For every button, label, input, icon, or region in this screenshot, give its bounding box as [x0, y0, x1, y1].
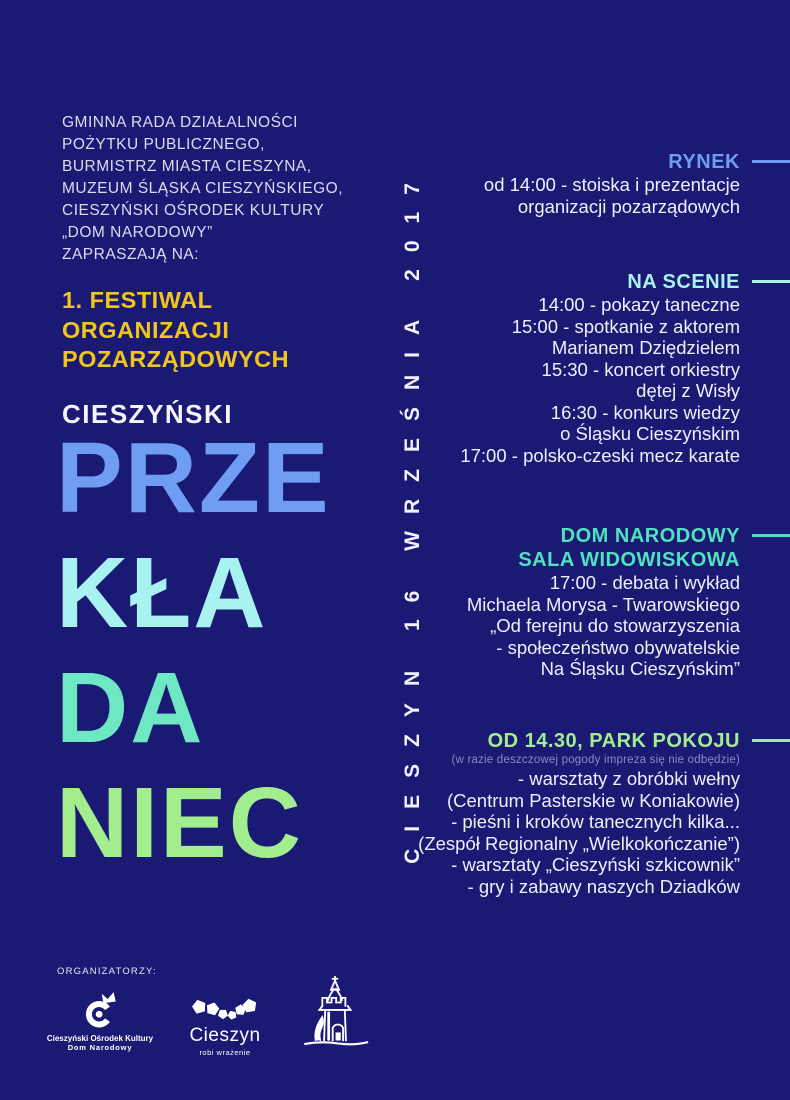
schedule-line: - społeczeństwo obywatelskie	[496, 636, 740, 658]
schedule-line: Michaela Morysa - Twarowskiego	[466, 593, 740, 615]
schedule-line: - warsztaty z obróbki wełny	[517, 768, 740, 789]
organizers-line: ZAPRASZAJĄ NA:	[62, 246, 200, 263]
big-word-line-da: DA	[56, 652, 205, 764]
section-rynek	[484, 150, 740, 217]
section-heading	[460, 270, 740, 294]
vertical-date: CIESZYN 16 WRZEŚNIA 2017	[401, 166, 424, 864]
heading-dash-line	[752, 160, 790, 163]
rain-note: (w razie deszczowej pogody impreza się nie odbędzie)	[451, 754, 740, 766]
cok-logo	[40, 990, 160, 1052]
schedule-line: - pieśni i kroków tanecznych kilka...	[451, 811, 740, 832]
section-heading-text: RYNEK	[668, 151, 740, 173]
cieszyn-logo	[180, 998, 270, 1057]
schedule-line: Marianem Dziędzielem	[551, 337, 740, 358]
schedule-line: 17:00 - debata i wykład	[549, 572, 740, 593]
cok-logo-subname: Dom Narodowy	[67, 1043, 133, 1052]
cieszyn-logo-name: Cieszyn	[189, 1025, 261, 1046]
cieszyn-pentagons-icon	[192, 998, 258, 1024]
schedule-line: 15:00 - spotkanie z aktorem	[511, 315, 740, 337]
heading-dash-line	[752, 534, 790, 537]
big-word-line-niec: NIEC	[56, 767, 303, 879]
organizers-line: BURMISTRZ MIASTA CIESZYNA,	[62, 158, 312, 175]
section-subheading: SALA WIDOWISKOWA	[518, 549, 740, 571]
section-na-scenie	[460, 270, 740, 466]
schedule-line: 15:30 - koncert orkiestry	[541, 358, 740, 380]
organizers-line: GMINNA RADA DZIAŁALNOŚCI	[62, 114, 298, 131]
section-heading	[418, 729, 740, 753]
poster-subtitle: CIESZYŃSKI	[62, 399, 234, 429]
organizers-invitation	[62, 112, 343, 266]
schedule-line: o Śląsku Cieszyńskim	[560, 423, 740, 444]
big-word-line-kla: KŁA	[56, 537, 268, 649]
schedule-line: 17:00 - polsko-czeski mecz karate	[460, 444, 740, 466]
cok-logo-icon	[83, 990, 117, 1030]
section-heading-text: OD 14.30, PARK POKOJU	[487, 730, 740, 752]
festival-title-line: POZARZĄDOWYCH	[62, 346, 290, 372]
heading-dash-line	[752, 739, 790, 742]
cok-logo-name: Cieszyński Ośrodek Kultury	[46, 1034, 154, 1043]
schedule-line: (Zespół Regionalny „Wielkokończanie”)	[418, 832, 740, 854]
section-dom-narodowy	[467, 524, 740, 680]
section-heading-text: DOM NARODOWY	[560, 525, 740, 547]
festival-title-line: ORGANIZACJI	[62, 316, 230, 343]
schedule-line: 14:00 - pokazy taneczne	[538, 294, 740, 315]
section-heading	[467, 524, 740, 548]
big-word-line-prze: PRZE	[56, 422, 331, 534]
schedule-line: od 14:00 - stoiska i prezentacje	[483, 174, 740, 195]
festival-title	[62, 286, 289, 375]
schedule-line: 16:30 - konkurs wiedzy	[550, 401, 740, 423]
section-heading	[484, 150, 740, 174]
schedule-line: Na Śląsku Cieszyńskim”	[540, 658, 740, 679]
section-heading-text: NA SCENIE	[627, 271, 740, 293]
schedule-line: (Centrum Pasterskie w Koniakowie)	[446, 789, 740, 811]
heading-dash-line	[752, 280, 790, 283]
section-park-pokoju	[418, 729, 740, 897]
organizers-line: CIESZYŃSKI OŚRODEK KULTURY	[62, 202, 325, 219]
piast-tower-icon	[300, 976, 370, 1052]
organizers-label: ORGANIZATORZY:	[57, 966, 157, 977]
schedule-line: dętej z Wisły	[636, 380, 740, 401]
schedule-line: organizacji pozarządowych	[517, 195, 740, 217]
organizers-line: „DOM NARODOWY”	[62, 224, 213, 241]
organizers-line: MUZEUM ŚLĄSKA CIESZYŃSKIEGO,	[62, 180, 344, 197]
schedule-line: „Od ferejnu do stowarzyszenia	[490, 615, 740, 636]
cieszyn-logo-tagline: robi wrażenie	[199, 1048, 251, 1057]
schedule-line: - warsztaty „Cieszyński szkicownik”	[451, 854, 740, 875]
organizers-line: POŻYTKU PUBLICZNEGO,	[62, 136, 265, 153]
schedule-line: - gry i zabawy naszych Dziadków	[467, 875, 740, 897]
festival-title-line: 1. FESTIWAL	[62, 287, 213, 313]
